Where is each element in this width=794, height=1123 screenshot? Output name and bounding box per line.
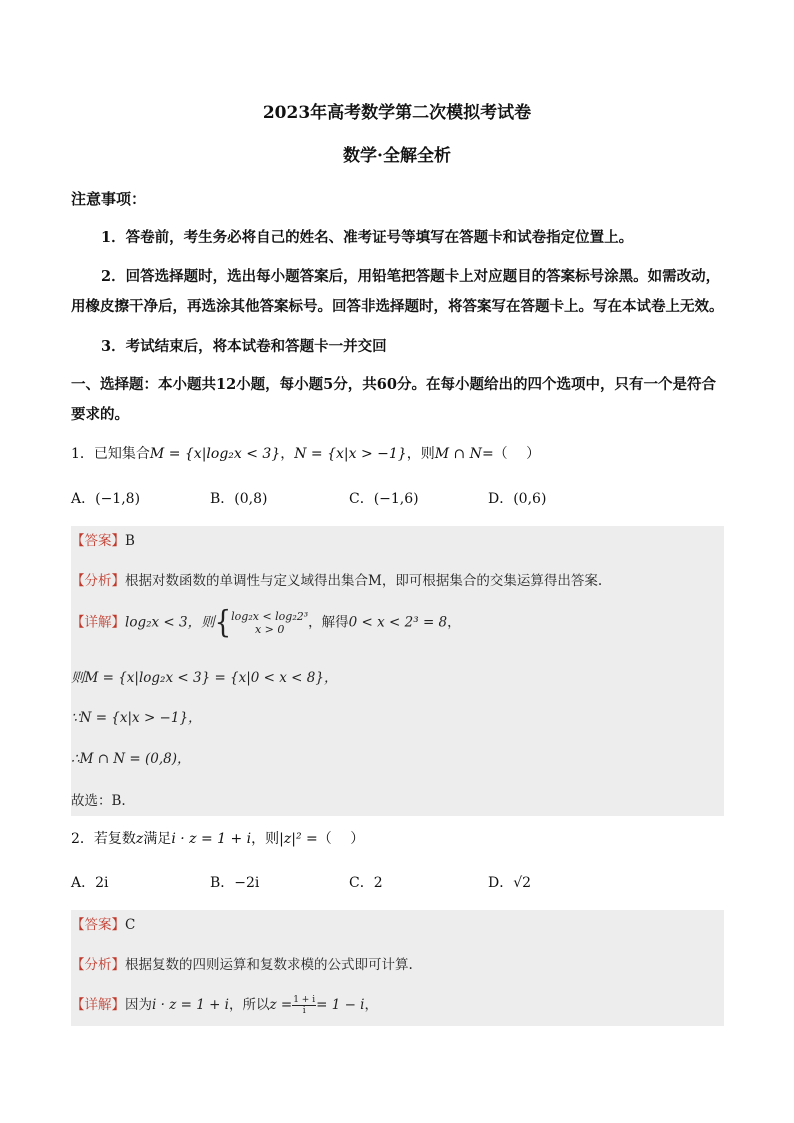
q2-answer-tag: 【答案】 (71, 917, 125, 933)
q1-option-c: C．(−1,6) (349, 491, 419, 507)
note-item-1: 1．答卷前，考生务必将自己的姓名、准考证号等填写在答题卡和试卷指定位置上。 (101, 229, 634, 246)
q2-fraction-denominator: i (302, 1006, 306, 1016)
notes-heading: 注意事项： (71, 190, 147, 208)
left-brace-icon: { (214, 605, 232, 641)
q1-option-a: A．(−1,8) (71, 491, 141, 507)
q2-option-a: A．2i (71, 875, 109, 891)
page-subtitle: 数学·全解全析 (343, 146, 451, 166)
q2-answer (71, 913, 135, 933)
q2-detail (71, 993, 378, 1016)
q1-option-d: D．(0,6) (488, 491, 547, 507)
q2-detail-tag: 【详解】 (71, 997, 125, 1013)
q1-detail-line-4: ∴M ∩ N = (0,8)， (71, 751, 191, 767)
q2-fraction (292, 995, 316, 1016)
q1-detail-c: 0 < x < 2³ = 8 (348, 614, 448, 631)
q1-analysis-tag: 【分析】 (71, 573, 125, 589)
q1-analysis (71, 569, 602, 589)
q2-stem-cond: 满足 (143, 831, 172, 847)
q1-detail (71, 605, 461, 641)
q1-set-m: M = {x|log₂x < 3} (149, 446, 281, 462)
q1-answer-value: B (125, 533, 135, 549)
q2-option-c: C．2 (349, 875, 383, 891)
q2-analysis-tag: 【分析】 (71, 957, 125, 973)
q2-detail-d: ， (364, 997, 378, 1013)
q1-answer-tag: 【答案】 (71, 533, 125, 549)
q1-detail-b: ，解得 (308, 614, 349, 631)
q1-stem-text: 1．已知集合 (71, 446, 150, 462)
section-heading: 一、选择题：本小题共12小题，每小题5分，共60分。在每小题给出的四个选项中，只有一个是符合要求的。 (71, 376, 716, 423)
q1-stem-blank: =（ ） (481, 446, 541, 462)
q1-detail-line-3: ∵N = {x|x > −1}， (71, 710, 202, 726)
q2-detail-a: 因为 (125, 997, 152, 1013)
q1-detail-line-5: 故选：B. (71, 793, 126, 809)
q2-option-d: D．√2 (488, 875, 532, 891)
q2-var-z: z (135, 831, 144, 847)
q2-detail-c: = 1 − i (316, 997, 365, 1013)
q1-detail-d: ， (447, 614, 461, 631)
q1-intersection: M ∩ N (434, 446, 482, 462)
q2-stem-blank: =（ ） (301, 831, 365, 847)
q1-detail-line-2: 则M = {x|log₂x < 3} = {x|0 < x < 8}， (71, 670, 338, 686)
q1-option-b: B．(0,8) (210, 491, 268, 507)
question-2-stem (71, 827, 364, 851)
q1-system-line-1: log₂x < log₂2³ (231, 610, 309, 623)
q1-detail-a: log₂x < 3，则 (125, 614, 215, 631)
q2-answer-value: C (125, 917, 136, 933)
q1-stem-then: ，则 (406, 446, 435, 462)
q1-stem-sep: ， (280, 446, 295, 462)
q1-set-n: N = {x|x > −1} (294, 446, 407, 462)
q1-system-line-2: x > 0 (254, 623, 285, 636)
q2-detail-eq: i · z = 1 + i (152, 997, 229, 1013)
q2-detail-z: z = (269, 997, 293, 1013)
q1-answer (71, 529, 135, 549)
question-1-stem (71, 442, 540, 466)
q2-analysis-text: 根据复数的四则运算和复数求模的公式即可计算. (125, 957, 413, 973)
q1-analysis-text: 根据对数函数的单调性与定义域得出集合M，即可根据集合的交集运算得出答案. (125, 573, 603, 589)
q1-detail-tag: 【详解】 (71, 614, 125, 631)
q2-stem-text: 2．若复数 (71, 831, 136, 847)
q2-option-b: B．−2i (210, 875, 260, 891)
q2-detail-b: ，所以 (229, 997, 270, 1013)
q1-inequality-system (231, 610, 308, 636)
note-item-3: 3．考试结束后，将本试卷和答题卡一并交回 (101, 338, 387, 355)
q2-fraction-numerator: 1 + i (293, 995, 316, 1005)
q2-equation: i · z = 1 + i (171, 831, 252, 847)
note-item-2: 2．回答选择题时，选出每小题答案后，用铅笔把答题卡上对应题目的答案标号涂黑。如需改动，用橡皮擦干净后，再选涂其他答案标号。回答非选择题时，将答案写在答题卡上。写在本试卷上无效。 (71, 268, 724, 315)
page-title: 2023年高考数学第二次模拟考试卷 (262, 103, 532, 123)
q2-stem-then: ，则 (251, 831, 280, 847)
q2-modulus: |z|² (279, 831, 302, 847)
q2-analysis (71, 953, 413, 973)
